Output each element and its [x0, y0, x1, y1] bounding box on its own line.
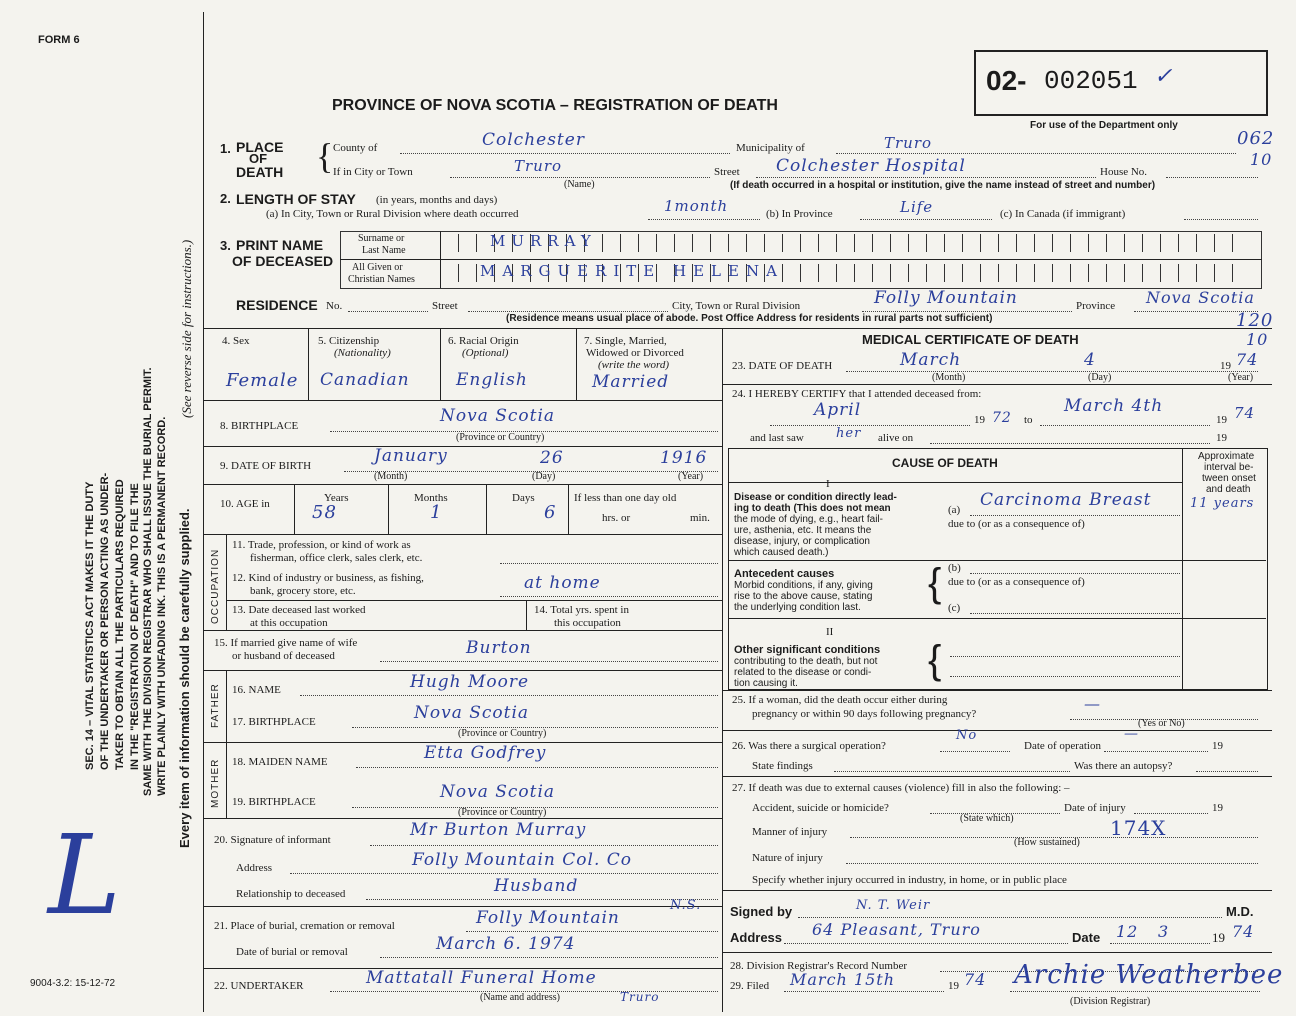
pregnancy-label: pregnancy or within 90 days following pregnancy? [752, 708, 977, 720]
sidebar-note-italic: (See reverse side for instructions.) [179, 239, 194, 418]
dept-code: 10 [1246, 330, 1269, 349]
undertaker-label: 22. UNDERTAKER [214, 980, 304, 992]
cause-a-label: (a) [948, 504, 961, 516]
dob-year: 1916 [660, 448, 708, 468]
residence-note: (Residence means usual place of abode. Post Office Address for residents in rural parts not sufficient) [506, 313, 993, 324]
interval-caption: and death [1206, 484, 1251, 495]
sign-year: 74 [1232, 922, 1255, 941]
filed-label: 29. Filed [730, 980, 770, 992]
sign-month: 3 [1158, 922, 1170, 941]
disease-caption: Disease or condition directly lead- [734, 492, 897, 503]
brace-icon: { [316, 136, 334, 176]
nationality-caption: (Nationality) [334, 347, 391, 359]
county-label: County of [333, 142, 378, 154]
citizenship-label: 5. Citizenship [318, 335, 380, 347]
name-address-caption: (Name and address) [480, 992, 560, 1003]
day-caption: (Day) [1088, 372, 1112, 383]
sidebar-line: SEC. 14 – VITAL STATISTICS ACT MAKES IT THE DUTY [84, 481, 96, 770]
brace-icon: { [928, 561, 942, 605]
disease-caption: the mode of dying, e.g., heart fail- [734, 514, 883, 525]
age-label: 10. AGE in [220, 498, 270, 510]
marital-label: 7. Single, Married, [584, 335, 667, 347]
record-number-label: 28. Division Registrar's Record Number [730, 960, 908, 972]
spouse-value: Burton [466, 638, 532, 658]
disease-caption: ure, asthenia, etc. It means the [734, 525, 872, 536]
year-prefix: 19 [1212, 930, 1225, 945]
last-worked-label: at this occupation [250, 617, 328, 629]
operation-date-value: — [1124, 726, 1139, 742]
dob-day: 26 [540, 448, 564, 468]
certify-label: 24. I HEREBY CERTIFY that I attended deceased from: [732, 388, 982, 400]
year-caption: (Year) [678, 471, 704, 482]
street-value: Colchester Hospital [776, 156, 966, 176]
month-caption: (Month) [932, 372, 966, 383]
how-sustained-caption: (How sustained) [1014, 837, 1080, 848]
industry-value: at home [524, 573, 601, 593]
father-name-value: Hugh Moore [410, 672, 530, 692]
sidebar-note: Every item of information should be carefully supplied. [177, 508, 192, 848]
res-province-value: Nova Scotia [1146, 288, 1255, 307]
years-caption: Years [324, 492, 349, 504]
reg-prefix: 02- [986, 65, 1027, 96]
surgical-label: 26. Was there a surgical operation? [732, 740, 886, 752]
yes-no-caption: (Yes or No) [1138, 718, 1185, 729]
citizenship-value: Canadian [320, 370, 410, 390]
margin-handwritten-mark: L [48, 811, 123, 939]
mother-label: MOTHER [210, 758, 221, 808]
attended-to: March 4th [1064, 396, 1164, 416]
street-label: Street [714, 166, 740, 178]
section-label: OF DECEASED [232, 253, 334, 269]
res-city-label: City, Town or Rural Division [672, 300, 801, 312]
stay-city-value: 1month [664, 197, 729, 215]
racial-label: 6. Racial Origin [448, 335, 519, 347]
pregnancy-value: — [1084, 694, 1101, 713]
year-prefix: 19 [1220, 360, 1231, 372]
min-caption: min. [690, 512, 710, 524]
given-label: Christian Names [348, 274, 415, 285]
md-label: M.D. [1226, 904, 1254, 919]
province-caption: (Province or Country) [456, 432, 545, 443]
city-value: Truro [514, 157, 563, 175]
name-caption: (Name) [564, 179, 595, 190]
spouse-label: or husband of deceased [232, 650, 335, 662]
given-names-value: MARGUERITE HELENA [480, 262, 784, 280]
other-conditions-caption: related to the disease or condi- [734, 667, 872, 678]
findings-label: State findings [752, 760, 813, 772]
age-years: 58 [312, 502, 337, 523]
municipality-value: Truro [884, 134, 933, 152]
mother-birthplace-value: Nova Scotia [440, 782, 556, 802]
antecedent-caption: Antecedent causes [734, 568, 835, 580]
less-day-caption: If less than one day old [574, 492, 677, 504]
months-caption: Months [414, 492, 448, 504]
dob-label: 9. DATE OF BIRTH [220, 460, 312, 472]
municipality-label: Municipality of [736, 142, 805, 154]
informant-label: 20. Signature of informant [214, 834, 331, 846]
cause-c-label: (c) [948, 602, 961, 614]
dept-code: 120 [1236, 310, 1274, 331]
mother-maiden-label: 18. MAIDEN NAME [232, 756, 328, 768]
manner-label: Manner of injury [752, 826, 828, 838]
sex-label: 4. Sex [222, 335, 250, 347]
form-number: FORM 6 [38, 34, 80, 46]
age-months: 1 [430, 502, 443, 523]
informant-address-label: Address [236, 862, 273, 874]
given-label: All Given or [352, 262, 403, 273]
stay-c-label: (c) In Canada (if immigrant) [1000, 208, 1126, 220]
section-label: RESIDENCE [236, 297, 318, 313]
interval-caption: Approximate [1198, 451, 1255, 462]
optional-caption: (Optional) [462, 347, 509, 359]
injury-code: 174X [1110, 816, 1167, 840]
father-label: FATHER [210, 683, 221, 728]
due-to-label: due to (or as a consequence of) [948, 576, 1085, 588]
section-number: 1. [220, 141, 231, 156]
informant-value: Mr Burton Murray [410, 820, 587, 840]
filed-date: March 15th [790, 970, 896, 989]
sex-value: Female [226, 370, 299, 391]
hospital-note: (If death occurred in a hospital or institution, give the name instead of street and number) [730, 180, 1156, 191]
burial-place-note: N.S. [670, 898, 702, 913]
year-caption: (Year) [1228, 372, 1254, 383]
mother-birthplace-label: 19. BIRTHPLACE [232, 796, 316, 808]
disease-caption: ing to death (This does not mean [734, 503, 891, 514]
industry-label: bank, grocery store, etc. [250, 585, 356, 597]
interval-caption: tween onset [1202, 473, 1256, 484]
signer-address-value: 64 Pleasant, Truro [812, 920, 981, 939]
section-label: PRINT NAME [236, 237, 324, 253]
cause-b-label: (b) [948, 562, 961, 574]
day-caption: (Day) [532, 471, 556, 482]
res-no-label: No. [326, 300, 343, 312]
registration-number-box [974, 50, 1268, 116]
section-number: 3. [220, 238, 231, 253]
dept-code: 10 [1250, 150, 1273, 169]
section-label: OF [249, 151, 268, 166]
birthplace-label: 8. BIRTHPLACE [220, 420, 299, 432]
to-label: to [1024, 414, 1033, 426]
occupation-label: OCCUPATION [210, 548, 221, 624]
dod-month: March [900, 350, 962, 370]
burial-date-value: March 6. 1974 [436, 934, 576, 954]
last-saw-label: and last saw [750, 432, 804, 444]
filed-year: 74 [964, 970, 987, 989]
burial-place-label: 21. Place of burial, cremation or removal [214, 920, 395, 932]
dod-year: 74 [1236, 350, 1259, 369]
pregnancy-label: 25. If a woman, did the death occur either during [732, 694, 948, 706]
burial-date-label: Date of burial or removal [236, 946, 348, 958]
attended-to-year: 74 [1234, 404, 1256, 422]
injury-date-label: Date of injury [1064, 802, 1126, 814]
burial-place-value: Folly Mountain [476, 908, 620, 928]
roman-numeral: I [826, 478, 830, 490]
last-saw-value: her [836, 426, 862, 441]
nature-label: Nature of injury [752, 852, 823, 864]
external-causes-label: 27. If death was due to external causes (violence) fill in also the following: – [732, 782, 1070, 794]
disease-caption: disease, injury, or complication [734, 536, 870, 547]
attended-from: April [814, 400, 862, 420]
due-to-label: due to (or as a consequence of) [948, 518, 1085, 530]
age-days: 6 [544, 502, 557, 523]
stay-b-label: (b) In Province [766, 208, 833, 220]
check-icon: ✓ [1154, 64, 1174, 89]
surname-label: Surname or [358, 233, 405, 244]
city-label: If in City or Town [333, 166, 413, 178]
father-birthplace-label: 17. BIRTHPLACE [232, 716, 316, 728]
province-caption: (Province or Country) [458, 807, 547, 818]
print-code: 9004-3.2: 15-12-72 [30, 978, 116, 989]
undertaker-town: Truro [620, 990, 660, 1004]
signer-address-label: Address [730, 930, 783, 945]
other-conditions-caption: contributing to the death, but not [734, 656, 878, 667]
spouse-label: 15. If married give name of wife [214, 637, 358, 649]
state-which-caption: (State which) [960, 813, 1014, 824]
res-province-label: Province [1076, 300, 1116, 312]
interval-a-value: 11 years [1190, 496, 1255, 511]
mother-maiden-value: Etta Godfrey [424, 743, 547, 763]
sign-date-label: Date [1072, 930, 1101, 945]
relationship-label: Relationship to deceased [236, 888, 346, 900]
dod-label: 23. DATE OF DEATH [732, 360, 833, 372]
dept-code: 062 [1237, 128, 1275, 149]
trade-label: fisherman, office clerk, sales clerk, etc. [250, 552, 423, 564]
brace-icon: { [928, 638, 942, 682]
alive-on-label: alive on [878, 432, 914, 444]
birthplace-value: Nova Scotia [440, 406, 556, 426]
dod-day: 4 [1084, 350, 1096, 370]
house-label: House No. [1100, 166, 1148, 178]
days-caption: Days [512, 492, 535, 504]
antecedent-caption: the underlying condition last. [734, 602, 861, 613]
sign-day: 12 [1116, 922, 1139, 941]
reg-number: 002051 [1044, 66, 1138, 96]
stay-province-value: Life [900, 198, 934, 216]
undertaker-value: Mattatall Funeral Home [366, 968, 597, 988]
antecedent-caption: Morbid conditions, if any, giving [734, 580, 873, 591]
disease-caption: which caused death.) [734, 547, 829, 558]
sidebar-line: SAME WITH THE DIVISION REGISTRAR WHO SHALL ISSUE THE BURIAL PERMIT. [142, 367, 154, 796]
surname-value: MURRAY [490, 232, 597, 250]
section-label: DEATH [236, 164, 284, 180]
res-street-label: Street [432, 300, 458, 312]
total-years-label: this occupation [554, 617, 621, 629]
attended-from-year: 72 [992, 410, 1012, 426]
year-prefix: 19 [1216, 432, 1227, 444]
county-value: Colchester [482, 130, 585, 150]
year-prefix: 19 [974, 414, 985, 426]
interval-caption: interval be- [1204, 462, 1254, 473]
section-label: LENGTH OF STAY [236, 191, 356, 207]
informant-address-value: Folly Mountain Col. Co [412, 850, 633, 870]
cause-title: CAUSE OF DEATH [892, 456, 998, 470]
industry-label: 12. Kind of industry or business, as fishing, [232, 572, 424, 584]
cause-a-value: Carcinoma Breast [980, 490, 1152, 510]
antecedent-caption: rise to the above cause, stating [734, 591, 873, 602]
specify-label: Specify whether injury occurred in industry, in home, or in public place [752, 874, 1067, 886]
dept-use-label: For use of the Department only [1030, 120, 1178, 131]
form-title: PROVINCE OF NOVA SCOTIA – REGISTRATION OF DEATH [332, 97, 778, 114]
province-caption: (Province or Country) [458, 728, 547, 739]
operation-date-label: Date of operation [1024, 740, 1101, 752]
roman-numeral: II [826, 626, 834, 638]
registrar-caption: (Division Registrar) [1070, 996, 1151, 1007]
total-years-label: 14. Total yrs. spent in [534, 604, 629, 616]
section-label: PLACE [236, 139, 284, 155]
res-city-value: Folly Mountain [874, 288, 1018, 308]
father-birthplace-value: Nova Scotia [414, 703, 530, 723]
hrs-caption: hrs. or [602, 512, 631, 524]
year-prefix: 19 [948, 980, 959, 992]
relationship-value: Husband [494, 876, 579, 896]
other-conditions-caption: Other significant conditions [734, 644, 881, 656]
marital-label: Widowed or Divorced [586, 347, 684, 359]
trade-label: 11. Trade, profession, or kind of work as [232, 539, 411, 551]
marital-value: Married [592, 372, 670, 392]
sidebar-line: IN THE "REGISTRATION OF DEATH" AND TO FILE THE [129, 483, 141, 770]
stay-units: (in years, months and days) [376, 194, 498, 206]
sidebar-line: TAKER TO OBTAIN ALL THE PARTICULARS REQUIRED [114, 479, 126, 770]
father-name-label: 16. NAME [232, 684, 281, 696]
accident-label: Accident, suicide or homicide? [752, 802, 889, 814]
signed-by-value: N. T. Weir [856, 898, 931, 913]
year-prefix: 19 [1216, 414, 1227, 426]
section-number: 2. [220, 191, 231, 206]
month-caption: (Month) [374, 471, 408, 482]
stay-a-label: (a) In City, Town or Rural Division where death occurred [266, 208, 519, 220]
other-conditions-caption: tion causing it. [734, 678, 798, 689]
marital-caption: (write the word) [598, 359, 670, 371]
year-prefix: 19 [1212, 740, 1223, 752]
registrar-signature: Archie Weatherbee [1014, 960, 1284, 990]
medical-title: MEDICAL CERTIFICATE OF DEATH [862, 332, 1079, 347]
sidebar-line: OF THE UNDERTAKER OR PERSON ACTING AS UNDER- [99, 472, 111, 770]
surgical-value: No [956, 728, 978, 743]
signed-by-label: Signed by [730, 904, 793, 919]
sidebar-line: WRITE PLAINLY WITH UNFADING INK. THIS IS A PERMANENT RECORD. [156, 416, 168, 796]
last-worked-label: 13. Date deceased last worked [232, 604, 366, 616]
dob-month: January [374, 446, 448, 466]
surname-label: Last Name [362, 245, 406, 256]
year-prefix: 19 [1212, 802, 1223, 814]
racial-value: English [456, 370, 528, 390]
autopsy-label: Was there an autopsy? [1074, 760, 1173, 772]
